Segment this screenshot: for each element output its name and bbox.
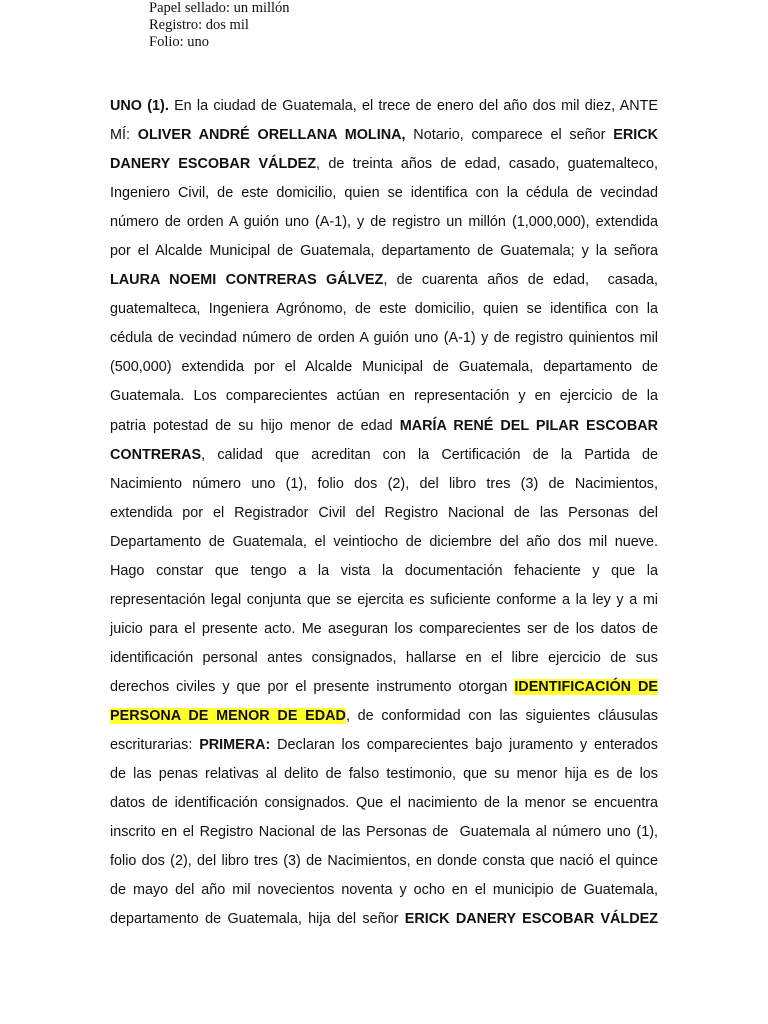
deed-line [110, 237, 658, 266]
text-run: Guatemala. Los comparecientes actúan en representación y en ejercicio de la [110, 388, 658, 405]
deed-line [110, 150, 658, 179]
text-run: Declaran los comparecientes bajo juramento y enterados [270, 737, 658, 754]
deed-line [110, 731, 658, 760]
text-run: Departamento de Guatemala, el veintiocho de diciembre del año dos mil nueve. [110, 533, 658, 550]
deed-line [110, 876, 658, 905]
text-run: datos de identificación consignados. Que el nacimiento de la menor se encuentra [110, 795, 658, 812]
bold-text-run: CONTRERAS [110, 446, 202, 463]
text-run: Hago constar que tengo a la vista la documentación fehaciente y que la [110, 562, 658, 579]
deed-line [110, 847, 658, 876]
deed-line [110, 644, 658, 673]
deed-line [110, 789, 658, 818]
stamp-header [149, 0, 290, 52]
deed-line [110, 528, 658, 557]
text-run: (500,000) extendida por el Alcalde Municipal de Guatemala, departamento de [110, 359, 658, 376]
text-run: identificación personal antes consignados, hallarse en el libre ejercicio de sus [110, 649, 658, 666]
deed-line [110, 905, 658, 934]
deed-line [110, 92, 658, 121]
text-run: Notario, comparece el señor [405, 127, 614, 144]
text-run: Ingeniero Civil, de este domicilio, quien se identifica con la cédula de vecindad [110, 185, 658, 202]
deed-line [110, 470, 658, 499]
deed-line [110, 382, 658, 411]
deed-line [110, 673, 658, 702]
deed-line [110, 208, 658, 237]
highlighted-text-run: IDENTIFICACIÓN DE [514, 678, 658, 695]
deed-line [110, 760, 658, 789]
deed-line [110, 818, 658, 847]
text-run: , de treinta años de edad, casado, guatemalteco, [316, 156, 658, 173]
text-run: juicio para el presente acto. Me aseguran los comparecientes ser de los datos de [110, 620, 658, 637]
stamp-registry-line: Registro: dos mil [149, 17, 249, 34]
deed-line [110, 615, 658, 644]
deed-line [110, 441, 658, 470]
text-run: , de cuarenta años de edad, casada, [383, 272, 658, 289]
stamp-paper-line: Papel sellado: un millón [149, 0, 290, 16]
text-run: derechos civiles y que por el presente instrumento otorgan [110, 678, 515, 695]
bold-text-run: MARÍA RENÉ DEL PILAR ESCOBAR [399, 417, 659, 434]
text-run: extendida por el Registrador Civil del Registro Nacional de las Personas del [110, 504, 658, 521]
deed-line [110, 702, 658, 731]
text-run: patria potestad de su hijo menor de edad [110, 417, 400, 434]
text-run: de las penas relativas al delito de falso testimonio, que su menor hija es de los [110, 766, 658, 783]
deed-body [110, 92, 658, 934]
deed-line [110, 412, 658, 441]
text-run: En la ciudad de Guatemala, el trece de enero del año dos mil diez, ANTE [168, 98, 658, 114]
deed-line [110, 324, 658, 353]
text-run: cédula de vecindad número de orden A guión uno (A-1) y de registro quinientos mil [110, 330, 658, 347]
bold-text-run: UNO (1). [110, 98, 169, 114]
bold-text-run: ERICK [613, 127, 659, 144]
bold-text-run: ERICK DANERY ESCOBAR VÁLDEZ [404, 911, 659, 928]
bold-text-run: LAURA NOEMI CONTRERAS GÁLVEZ [110, 272, 384, 289]
text-run: MÍ: [110, 127, 138, 144]
highlighted-text-run: PERSONA DE MENOR DE EDAD [110, 707, 346, 724]
deed-line [110, 353, 658, 382]
text-run: Nacimiento número uno (1), folio dos (2), del libro tres (3) de Nacimientos, [110, 475, 658, 492]
text-run: , de conformidad con las siguientes cláusulas [345, 707, 658, 724]
deed-line [110, 295, 658, 324]
text-run: inscrito en el Registro Nacional de las Personas de Guatemala al número uno (1), [110, 824, 658, 841]
text-run: número de orden A guión uno (A-1), y de registro un millón (1,000,000), extendida [110, 214, 658, 231]
text-run: por el Alcalde Municipal de Guatemala, departamento de Guatemala; y la señora [110, 243, 658, 260]
bold-text-run: PRIMERA: [199, 737, 271, 754]
deed-line [110, 586, 658, 615]
bold-text-run: DANERY ESCOBAR VÁLDEZ [110, 156, 317, 173]
bold-text-run: OLIVER ANDRÉ ORELLANA MOLINA, [137, 127, 406, 144]
stamp-folio-line: Folio: uno [149, 34, 210, 51]
text-run: folio dos (2), del libro tres (3) de Nacimientos, en donde consta que nació el quince [110, 853, 658, 870]
text-run: departamento de Guatemala, hija del señor [110, 911, 405, 928]
deed-line [110, 179, 658, 208]
deed-line [110, 557, 658, 586]
deed-line [110, 499, 658, 528]
deed-line [110, 266, 658, 295]
text-run: representación legal conjunta que se ejercita es suficiente conforme a la ley y a mi [110, 591, 658, 608]
text-run: de mayo del año mil novecientos noventa y ocho en el municipio de Guatemala, [110, 882, 658, 899]
text-run: , calidad que acreditan con la Certificación de la Partida de [201, 446, 658, 463]
text-run: guatemalteca, Ingeniera Agrónomo, de este domicilio, quien se identifica con la [110, 301, 658, 318]
deed-line [110, 121, 658, 150]
text-run: escriturarias: [110, 737, 200, 754]
